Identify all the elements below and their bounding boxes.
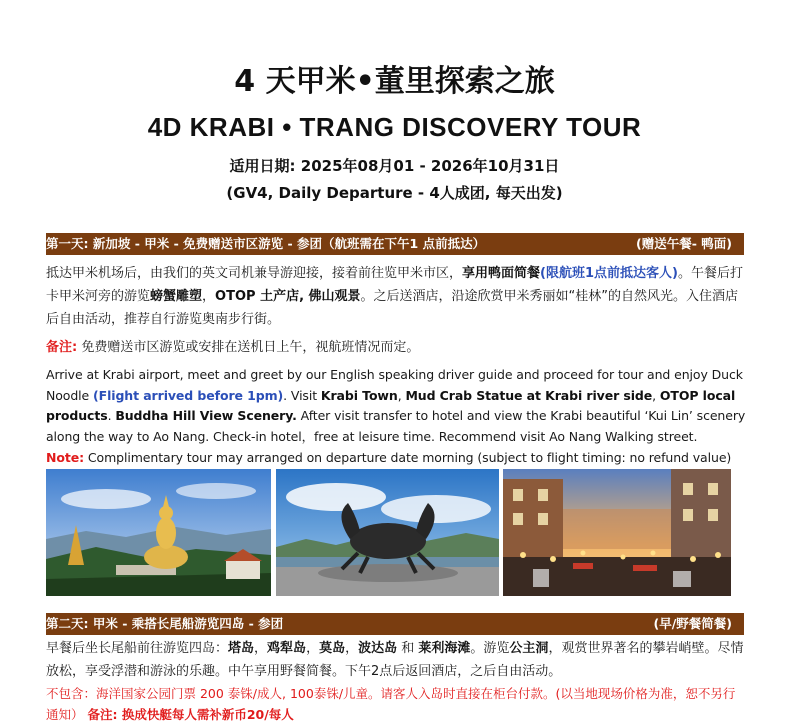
note-label-en: Note: (46, 450, 85, 465)
day1-description-cn: 抵达甲米机场后，由我们的英文司机兼导游迎接，接着前往览甲米市区，享用鸭面简餐(限航班1点前抵达客人)。午餐后打卡甲米河旁的游览螃蟹雕塑，OTOP 土产店, 佛山观景。之后送酒店，沿途欣赏甲米秀丽如“桂林”的自然风光。入住酒店后自由活动，推荐自行游览奥南步行街。 (46, 266, 743, 327)
day2-title: 第二天: 甲米 - 乘搭长尾船游览四岛 - 参团 (46, 616, 284, 631)
day1-note-en: Note: Complimentary tour may arranged on departure date morning (subject to flight timing: no refund value) (46, 450, 732, 465)
day2-header-bar (46, 613, 744, 635)
title-english: 4D KRABI • TRANG DISCOVERY TOUR (147, 112, 642, 142)
departure-info: (GV4, Daily Departure - 4人成团, 每天出发) (226, 184, 563, 202)
day1-meals: (赠送午餐- 鸭面) (636, 236, 732, 251)
day1-note-cn: 备注: 免费赠送市区游览或安排在送机日上午，视航班情况而定。 (46, 340, 420, 355)
note-label: 备注: (46, 340, 78, 355)
day2-description-cn: 早餐后坐长尾船前往游览四岛：塔岛，鸡犁岛，莫岛，波达岛 和 莱利海滩。游览公主洞，观赏世界著名的攀岩峭壁。尽情放松，享受浮潜和游泳的乐趣。中午享用野餐简餐。下午2点后返回酒店，之后自由活动。 (46, 641, 744, 679)
day1-header-bar (46, 233, 744, 255)
photo-crab-statue (276, 469, 499, 596)
day2-exclusions: 不包含：海洋国家公园门票 200 泰铢/成人, 100泰铢/儿童。请客人入岛时直接在柜台付款。(以当地现场价格为准，恕不另行通知） 备注: 换成快艇每人需补新币20/每人 (46, 686, 736, 722)
validity-dates: 适用日期: 2025年08月01 - 2026年10月31日 (229, 157, 560, 175)
day2-exclusion-note: 备注: 换成快艇每人需补新币20/每人 (87, 707, 294, 722)
day1-title: 第一天: 新加坡 - 甲米 - 免费赠送市区游览 - 参团（航班需在下午1 点前抵达） (46, 236, 486, 251)
photo-ao-nang-street (503, 469, 731, 596)
photo-buddha-hill (46, 469, 271, 596)
title-chinese: 4 天甲米•董里探索之旅 (234, 64, 555, 99)
day1-description-en: Arrive at Krabi airport, meet and greet by our English speaking driver guide and proceed for tour and enjoy Duck Noodle (Flight arrived before 1pm). Visit Krabi Town, Mud Crab Statue at Krabi river side, OTOP local products. Buddha Hill View Scenery. After visit transfer to hotel and view the Krabi beautiful ‘Kui Lin’ scenery along the way to Ao Nang. Check-in hotel，free at leisure time. Recommend visit Ao Nang Walking street. (46, 367, 746, 444)
day2-meals: (早/野餐简餐) (653, 616, 732, 631)
